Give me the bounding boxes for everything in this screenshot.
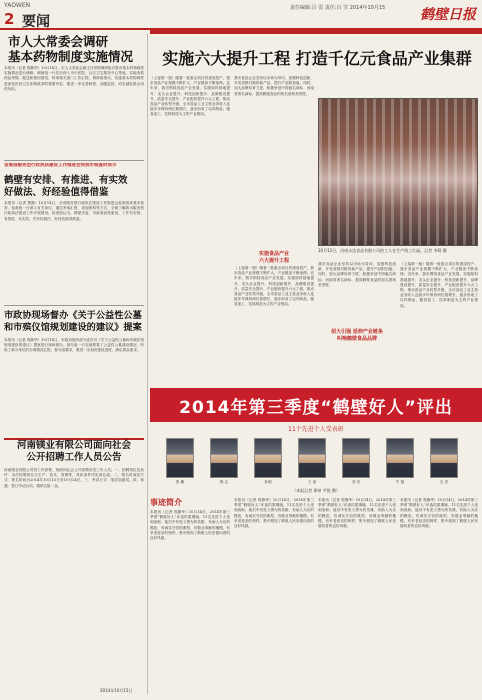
body-a5-col4: 我市食品企业坚持以市场为导向，加强科技创新，开发适销对路的新产品，提升产品附加值。同时，加大品牌培育力度，积极争创中国驰名商标、河南省著名商标，提高鹤壁食品的知名度和美誉度。: [318, 262, 396, 287]
headline-a5: 实施六大提升工程 打造千亿元食品产业集群: [162, 49, 472, 68]
newspaper-logo: 鹤壁日报: [420, 7, 476, 23]
page-number: 2: [4, 10, 15, 28]
body-a5-col2: 我市食品企业坚持以市场为导向，加强科技创新，开发适销对路的新产品，提升产品附加值。同时，加大品牌培育力度，积极争创中国驰名商标、河南省著名商标，提高鹤壁食品的知名度和美誉度。: [234, 76, 314, 96]
divider: [4, 305, 144, 306]
portrait-photo: [298, 438, 326, 478]
body-a5-col3: （上接第一版）随着一批重点项目的建成投产，我市食品产业规模不断扩大，产业链条不断延伸。近年来，我市围绕食品产业发展，实施原料基地提升、龙头企业提升、科技创新提升、品牌建设提升、质量安全提升、产业配套提升六大工程，推动食品产业转型升级，全市食品工业主营业务收入连续多年保持两位数增长，逐步形成了以肉制品、粮食加工、饮料制造为主的产业格局。: [234, 266, 314, 307]
award-section-head: 事迹简介: [150, 498, 182, 507]
factory-photo: [318, 98, 478, 246]
award-body-col4: 本报讯（记者 郭静华）10月14日，2014年第三季度“鹤壁好人”评选结果揭晓，11名先进个人受到表彰。他们中有见义勇为的英雄，有助人为乐的模范，有诚实守信的典型，有敬业奉献的楷模，有孝老爱亲的榜样，集中展现了鹤壁人民崇德向善的良好风貌。: [400, 498, 478, 529]
portrait-name: 牛 磊: [395, 480, 405, 484]
editor-line: 责任编辑:吕 雷 责任:白 雪 2014年10月15: [290, 5, 386, 11]
portrait-photo: [254, 438, 282, 478]
award-body-col1: 本报讯（记者 郭静华）10月14日，2014年第三季度“鹤壁好人”评选结果揭晓，11名先进个人受到表彰。他们中有见义勇为的英雄，有助人为乐的模范，有诚实守信的典型，有敬业奉献的楷模，有孝老爱亲的榜样，集中展现了鹤壁人民崇德向善的良好风貌。: [150, 510, 230, 541]
body-a4: 河南镁业有限公司因工作需要，现面向社会公开招聘各类工作人员。一、招聘岗位及条件：本次招聘岗位为生产、技术、管理等，具体条件详见岗位表。二、报名时间及方式：报名时间为2014年10月15日至10月24日。三、考试方式：笔试加面试。四、待遇：签订劳动合同，缴纳五险一金。: [4, 468, 144, 488]
portrait-name: 刘 杰: [351, 480, 361, 484]
headline-a2: 鹤壁有安排、有推进、有实效 好做法、好经验值得借鉴: [4, 175, 128, 198]
award-body-col3: 本报讯（记者 郭静华）10月14日，2014年第三季度“鹤壁好人”评选结果揭晓，11名先进个人受到表彰。他们中有见义勇为的英雄，有助人为乐的模范，有诚实守信的典型，有敬业奉献的楷模，有孝老爱亲的榜样，集中展现了鹤壁人民崇德向善的良好风貌。: [318, 498, 396, 529]
body-a5-col1: （上接第一版）随着一批重点项目的建成投产，我市食品产业规模不断扩大，产业链条不断延伸。近年来，我市围绕食品产业发展，实施原料基地提升、龙头企业提升、科技创新提升、品牌建设提升、质量安全提升、产业配套提升六大工程，推动食品产业转型升级，全市食品工业主营业务收入连续多年保持两位数增长，逐步形成了以肉制品、粮食加工、饮料制造为主的产业格局。: [150, 76, 230, 117]
portrait-name: 陈 志: [219, 480, 229, 484]
masthead: [0, 0, 482, 30]
portrait-photo: [430, 438, 458, 478]
portrait-photo: [210, 438, 238, 478]
portrait-name: 张 鹏: [175, 480, 185, 484]
subhead-a5: 实施食品产业 六大提升工程: [258, 251, 289, 264]
footer-date: 2014年10月15日: [100, 688, 133, 693]
headline-a3: 市政协现场督办《关于公益性公墓 和市殡仪馆规划建设的建议》提案: [4, 310, 142, 333]
portrait-name: 石 杰: [439, 480, 449, 484]
body-a1: 本报讯（记者 郭静华）10月14日，市人大常委会副主任带领调研组对我市基本药物制度实施情况进行调研。调研组一行先后深入市中医院、社区卫生服务中心等地，实地查看药品采购、配送和使用情况，听取相关部门工作汇报。调研组指出，实施基本药物制度是深化医药卫生体制改革的重要内容，要进一步完善制度，加强监管，切实减轻群众用药负担。: [4, 66, 144, 91]
divider: [4, 160, 144, 161]
column-rule: [147, 34, 148, 694]
photo-caption: 10月12日，河南永达食品有限公司的工人在生产线上忙碌。记者 李莉 摄: [318, 248, 447, 253]
headline-a4: 河南镁业有限公司面向社会 公开招聘工作人员公告: [16, 440, 131, 463]
portrait-photo: [386, 438, 414, 478]
award-photo-caption: （本报记者 郑州 尹锐 摄）: [292, 488, 340, 493]
portrait-name: 孙明: [264, 480, 272, 484]
subhead-a5-2: 招大引强 延伸产业链条 叫响鹤壁食品品牌: [331, 329, 383, 342]
section-title: 要闻: [22, 14, 50, 30]
body-a5-col5: （上接第一版）随着一批重点项目的建成投产，我市食品产业规模不断扩大，产业链条不断延伸。近年来，我市围绕食品产业发展，实施原料基地提升、龙头企业提升、科技创新提升、品牌建设提升、质量安全提升、产业配套提升六大工程，推动食品产业转型升级，全市食品工业主营业务收入连续多年保持两位数增长，逐步形成了以肉制品、粮食加工、饮料制造为主的产业格局。: [400, 262, 478, 308]
award-subtitle: 11个先进个人受表彰: [288, 426, 344, 433]
award-title: 2014年第三季度“鹤壁好人”评出: [179, 398, 453, 418]
section-kicker: YAOWEN: [4, 2, 31, 9]
award-body-col2: 本报讯（记者 郭静华）10月14日，2014年第三季度“鹤壁好人”评选结果揭晓，11名先进个人受到表彰。他们中有见义勇为的英雄，有助人为乐的模范，有诚实守信的典型，有敬业奉献的楷模，有孝老爱亲的榜样，集中展现了鹤壁人民崇德向善的良好风貌。: [234, 498, 314, 529]
portrait-photo: [342, 438, 370, 478]
body-a2: 本报讯（记者 曹静）10月14日，全省服务型行政执法建设工作推进会检查组来我市检查，检查组一行深入有关单位，通过听取汇报、查阅资料等方式，全面了解我市服务型行政执法建设工作开展情况。检查组认为，鹤壁市委、市政府高度重视，工作有安排、有推进、有实效，许多好做法、好经验值得借鉴。: [4, 201, 144, 221]
kicker-a2: 首推进服务型行政执法建设工作推进会到我市检查时表示: [4, 163, 117, 168]
portrait-photo: [166, 438, 194, 478]
top-rule: [150, 30, 482, 34]
portrait-name: 王 某: [307, 480, 317, 484]
body-a3: 本报讯（记者 郭静华）10月14日，市政协组织部分委员对《关于公益性公墓和市殡仪馆规划建设的建议》提案进行现场督办。督办组一行实地察看了公益性公墓建设情况，听取了承办单位的办理情况汇报。督办组要求，要进一步加快建设进度，满足群众需求。: [4, 338, 144, 353]
headline-a1: 市人大常委会调研 基本药物制度实施情况: [8, 34, 134, 64]
